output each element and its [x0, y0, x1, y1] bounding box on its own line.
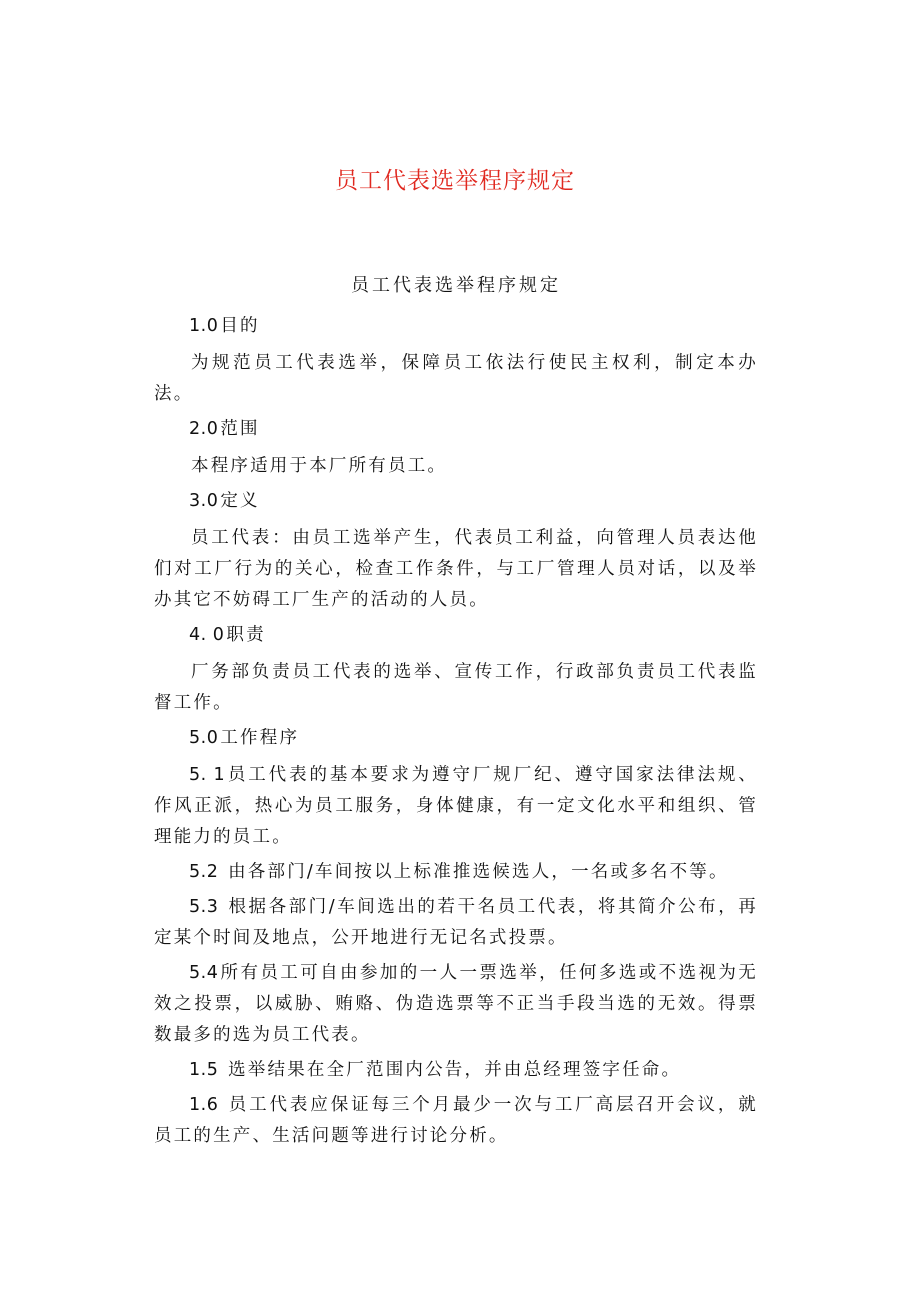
- clause-5-3: [154, 892, 758, 954]
- paragraph-text: 员工代表：由员工选举产生，代表员工利益，向管理人员表达他们对工厂行为的关心，检查工作条件，与工厂管理人员对话，以及举办其它不妨碍工厂生产的活动的人员。: [154, 528, 758, 610]
- section-heading-scope: [154, 414, 758, 445]
- section-number: 4. 0: [189, 625, 225, 645]
- paragraph-text: 根据各部门/车间选出的若干名员工代表，将其简介公布，再定某个时间及地点，公开地进行无记名式投票。: [154, 897, 758, 948]
- clause-number: 5.4: [189, 963, 219, 983]
- clause-number: 1.6: [189, 1095, 219, 1115]
- section-number: 2.0: [189, 419, 219, 439]
- section-heading-text: 职责: [226, 625, 266, 645]
- section-heading-procedure: [154, 723, 758, 754]
- section-heading-text: 范围: [220, 419, 260, 439]
- paragraph-text: 员工代表应保证每三个月最少一次与工厂高层召开会议，就员工的生产、生活问题等进行讨论分析。: [154, 1095, 758, 1146]
- section-number: 5.0: [189, 728, 219, 748]
- section-number: 3.0: [189, 491, 219, 511]
- paragraph-text: 厂务部负责员工代表的选举、宣传工作，行政部负责员工代表监督工作。: [154, 662, 758, 713]
- section-heading-text: 目的: [220, 316, 260, 336]
- clause-number: 5. 1: [189, 765, 226, 785]
- paragraph-definition: [154, 523, 758, 616]
- document-body: [154, 270, 758, 1156]
- section-heading-responsibility: [154, 620, 758, 651]
- section-number: 1.0: [189, 316, 219, 336]
- paragraph-text: 所有员工可自由参加的一人一票选举，任何多选或不选视为无效之投票，以威胁、贿赂、伪造选票等不正当手段当选的无效。得票数最多的选为员工代表。: [154, 963, 758, 1045]
- clause-5-2: [154, 857, 758, 888]
- paragraph-responsibility: [154, 657, 758, 719]
- clause-5-1: [154, 760, 758, 853]
- clause-number: 1.5: [189, 1060, 219, 1080]
- paragraph-scope: [154, 451, 758, 482]
- clause-1-5: [154, 1055, 758, 1086]
- clause-number: 5.3: [189, 897, 219, 917]
- document-title: 员工代表选举程序规定: [335, 168, 575, 194]
- section-heading-text: 定义: [220, 491, 260, 511]
- clause-number: 5.2: [189, 862, 219, 882]
- clause-5-4: [154, 958, 758, 1051]
- section-heading-text: 工作程序: [220, 728, 300, 748]
- paragraph-text: 本程序适用于本厂所有员工。: [191, 456, 448, 476]
- clause-1-6: [154, 1090, 758, 1152]
- paragraph-text: 由各部门/车间按以上标准推选候选人，一名或多名不等。: [220, 862, 729, 882]
- paragraph-text: 选举结果在全厂范围内公告，并由总经理签字任命。: [220, 1060, 682, 1080]
- paragraph-text: 为规范员工代表选举，保障员工依法行使民主权利，制定本办法。: [154, 353, 758, 404]
- paragraph-purpose: [154, 348, 758, 410]
- section-heading-definition: [154, 486, 758, 517]
- paragraph-text: 员工代表的基本要求为遵守厂规厂纪、遵守国家法律法规、作风正派，热心为员工服务，身体健康，有一定文化水平和组织、管理能力的员工。: [154, 765, 758, 847]
- document-subtitle: 员工代表选举程序规定: [351, 275, 561, 296]
- section-heading-purpose: [154, 311, 758, 342]
